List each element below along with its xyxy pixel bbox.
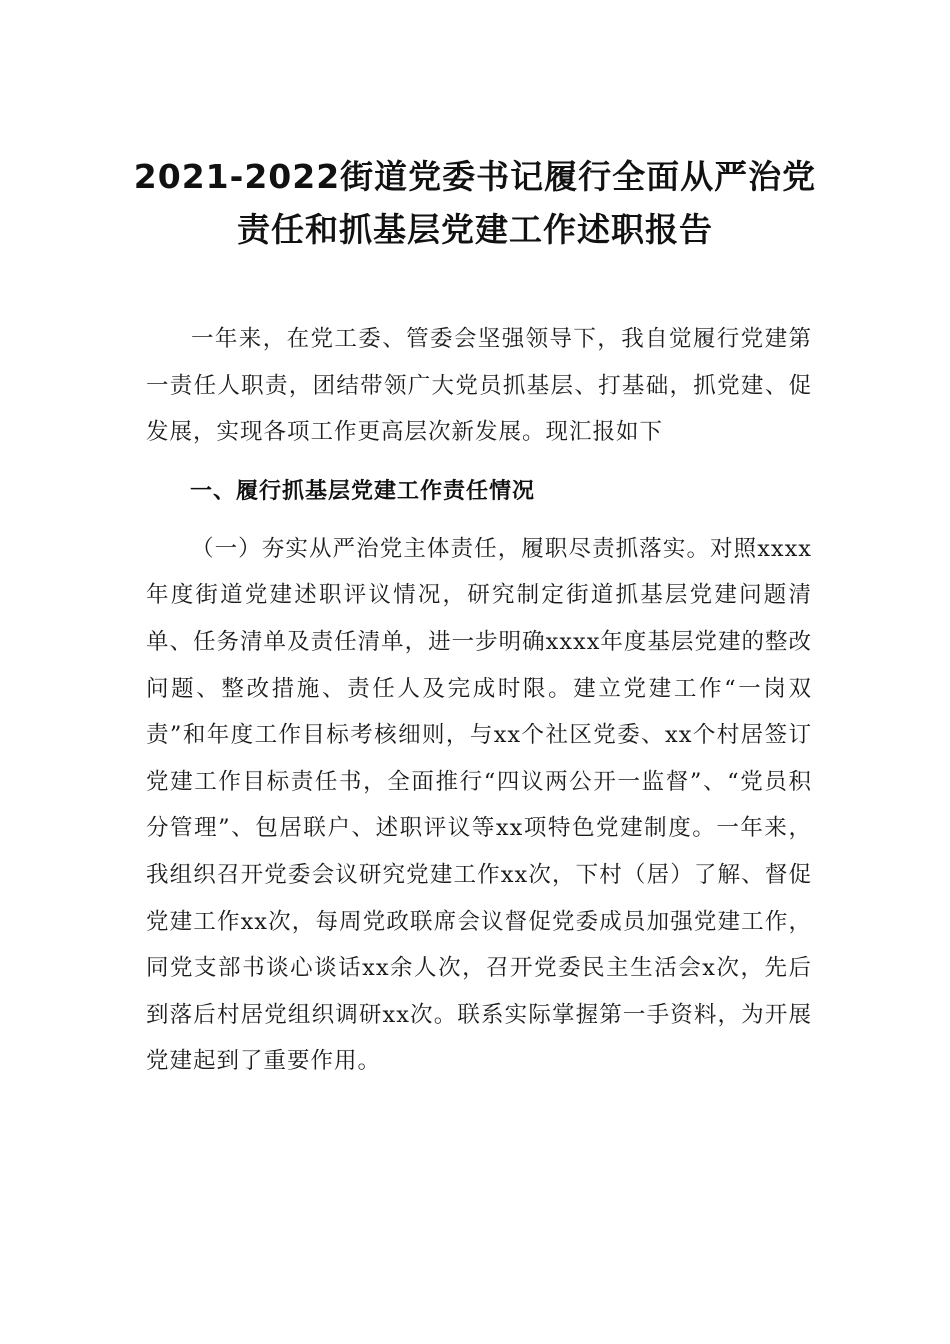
document-body: [146, 316, 812, 1085]
document-title: [120, 150, 830, 256]
title-line-1: 2021-2022街道党委书记履行全面从严治党: [133, 157, 817, 196]
intro-paragraph: 一年来，在党工委、管委会坚强领导下，我自觉履行党建第一责任人职责，团结带领广大党员抓基层、打基础，抓党建、促发展，实现各项工作更高层次新发展。现汇报如下: [146, 326, 812, 446]
section-heading-1: 一、履行抓基层党建工作责任情况: [190, 478, 536, 504]
section-1-paragraph-1: （一）夯实从严治党主体责任，履职尽责抓落实。对照xxxx年度街道党建述职评议情况，研究制定街道抓基层党建问题清单、任务清单及责任清单，进一步明确xxxx年度基层党建的整改问题、整改措施、责任人及完成时限。建立党建工作“一岗双责”和年度工作目标考核细则，与xx个社区党委、xx个村居签订党建工作目标责任书，全面推行“四议两公开一监督”、“党员积分管理”、包居联户、述职评议等xx项特色党建制度。一年来，我组织召开党委会议研究党建工作xx次，下村（居）了解、督促党建工作xx次，每周党政联席会议督促党委成员加强党建工作，同党支部书谈心谈话xx余人次，召开党委民主生活会x次，先后到落后村居党组织调研xx次。联系实际掌握第一手资料，为开展党建起到了重要作用。: [146, 535, 812, 1075]
title-line-2: 责任和抓基层党建工作述职报告: [237, 210, 713, 249]
